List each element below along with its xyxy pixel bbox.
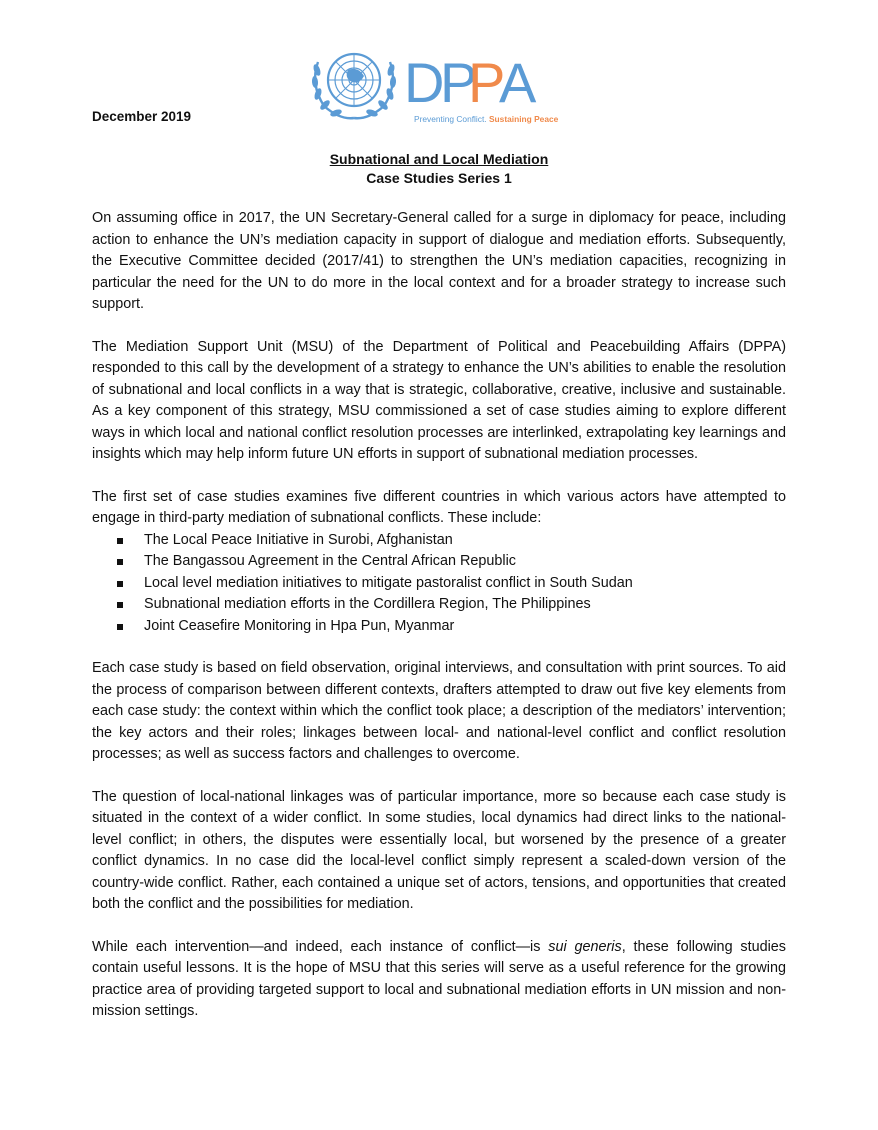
bullet-icon <box>117 559 123 565</box>
logo-tagline-part2: Sustaining Peace <box>488 114 558 124</box>
list-item-text: Joint Ceasefire Monitoring in Hpa Pun, Myanmar <box>144 617 455 634</box>
list-item <box>92 594 786 616</box>
list-item <box>92 530 786 552</box>
paragraph-1: On assuming office in 2017, the UN Secretary-General called for a surge in diplomacy for peace, including action to enhance the UN’s mediation capacity in support of dialogue and mediation efforts. Subsequently, the Executive Committee decided (2017/41) to strengthen the UN’s mediation capacities, recognizing in particular the need for the UN to do more in the local context and for a broader strategy to increase such support. <box>92 210 786 312</box>
paragraph-2: The Mediation Support Unit (MSU) of the Department of Political and Peacebuilding Affairs (DPPA) responded to this call by the development of a strategy to enhance the UN’s abilities to enable the resolution of subnational and local conflicts in a way that is strategic, collaborative, creative, inclusive and sustainable. As a key component of this strategy, MSU commissioned a set of case studies aiming to explore different ways in which local and national conflict resolution processes are interlinked, extrapolating key learnings and insights which may help inform future UN efforts in support of subnational mediation processes. <box>92 338 786 462</box>
paragraph-3: The first set of case studies examines five different countries in which various actors have attempted to engage in third-party mediation of subnational conflicts. These include: <box>92 488 786 526</box>
logo-tagline-part1: Preventing Conflict. <box>414 114 489 124</box>
bullet-icon <box>117 538 123 544</box>
list-item <box>92 573 786 595</box>
logo-letter-p1: P <box>440 51 478 114</box>
dppa-logo <box>308 40 558 132</box>
bullet-icon <box>117 602 123 608</box>
logo-letter-a: A <box>499 51 537 114</box>
list-item-text: Local level mediation initiatives to mitigate pastoralist conflict in South Sudan <box>144 574 633 591</box>
list-item-text: Subnational mediation efforts in the Cordillera Region, The Philippines <box>144 596 591 612</box>
list-item <box>92 551 786 573</box>
list-item <box>92 616 786 638</box>
document-subtitle: Case Studies Series 1 <box>366 170 512 186</box>
paragraph-6-end: , these following studies contain useful lessons. It is the hope of MSU that this series will serve as a useful reference for the growing practice area of providing targeted support to local and subnational mediation efforts in UN mission and non-mission settings. <box>92 938 786 1019</box>
paragraph-5: The question of local-national linkages was of particular importance, more so because each case study is situated in the context of a wider conflict. In some studies, local dynamics had direct links to the national-level conflict; in others, the disputes were essentially local, but worsened by the presence of a greater conflict dynamics. In no case did the local-level conflict simply represent a scaled-down version of the country-wide conflict. Rather, each contained a unique set of actors, tensions, and opportunities that created both the conflict and the possibilities for mediation. <box>92 788 786 912</box>
bullet-icon <box>117 581 123 587</box>
logo-tagline <box>414 114 558 124</box>
list-item-text: The Local Peace Initiative in Surobi, Afghanistan <box>144 531 453 548</box>
document-title: Subnational and Local Mediation <box>329 151 549 167</box>
paragraph-6 <box>92 937 786 1023</box>
logo-letter-d: D <box>404 51 445 114</box>
case-study-list <box>92 530 786 638</box>
document-body <box>92 208 786 1044</box>
paragraph-4: Each case study is based on field observation, original interviews, and consultation with print sources. To aid the process of comparison between different contexts, drafters attempted to draw out five key elements from each case study: the context within which the conflict took place; a description of the mediators’ intervention; the key actors and their roles; linkages between local- and national-level conflict and conflict resolution processes; as well as success factors and challenges to overcome. <box>92 660 786 762</box>
paragraph-6-start: While each intervention—and indeed, each instance of conflict—is <box>92 938 549 955</box>
paragraph-6-italic: sui generis <box>548 938 622 955</box>
un-emblem-icon <box>311 54 396 118</box>
list-item-text: The Bangassou Agreement in the Central African Republic <box>144 553 516 569</box>
logo-letter-p2: P <box>468 51 506 114</box>
bullet-icon <box>117 624 123 630</box>
document-title-block <box>0 150 878 188</box>
document-date: December 2019 <box>92 109 192 124</box>
